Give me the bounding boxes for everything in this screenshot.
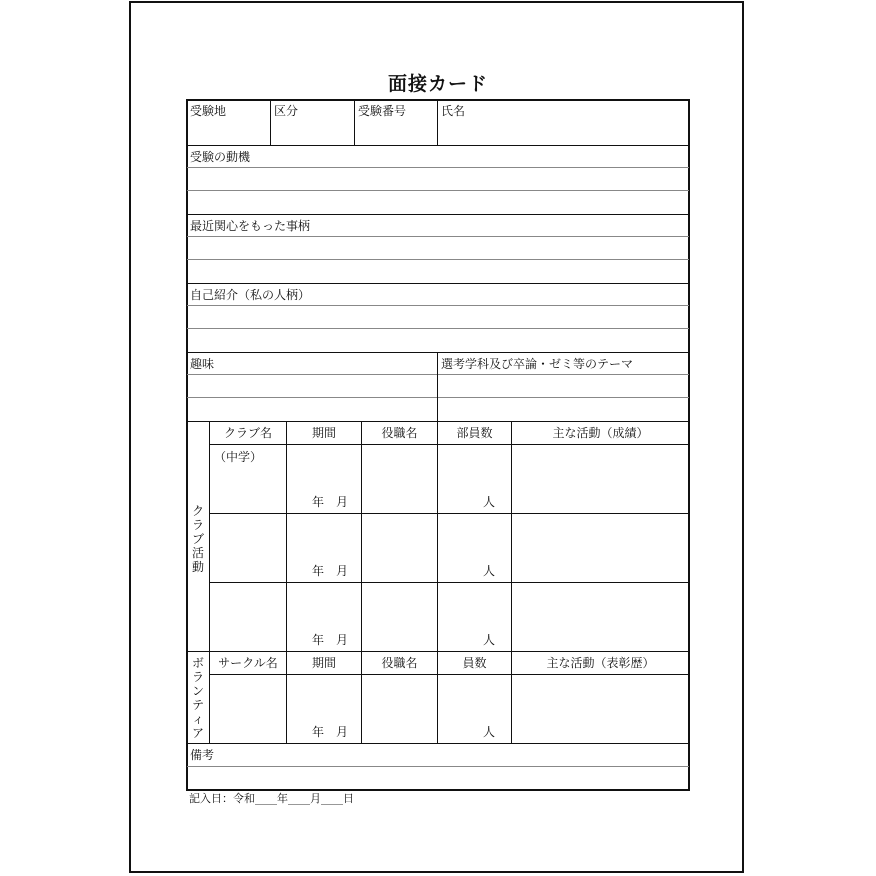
volunteer-col-position: 役職名: [381, 656, 418, 670]
divider: [187, 145, 689, 146]
divider: [209, 421, 210, 743]
divider: [511, 421, 512, 743]
divider: [210, 444, 689, 445]
volunteer-side-label: ボランティア: [191, 656, 204, 740]
divider: [187, 743, 689, 744]
divider: [187, 167, 689, 168]
volunteer-col-activity: 主な活動（表彰歴）: [546, 656, 655, 670]
interests-label: 最近関心をもった事柄: [190, 219, 311, 233]
period-unit: 年 月: [312, 564, 349, 578]
remarks-label: 備考: [190, 748, 215, 762]
divider: [286, 421, 287, 743]
motivation-label: 受験の動機: [190, 150, 251, 164]
member-unit: 人: [483, 564, 496, 578]
period-unit: 年 月: [312, 495, 349, 509]
divider: [187, 397, 689, 398]
junior-high-note: （中学）: [214, 450, 263, 464]
divider: [187, 305, 689, 306]
period-unit: 年 月: [312, 725, 349, 739]
club-col-position: 役職名: [381, 426, 418, 440]
entry-date: 記入日：令和____年____月____日: [189, 792, 354, 805]
exam-number-label: 受験番号: [358, 104, 407, 118]
divider: [187, 651, 689, 652]
divider: [187, 259, 689, 260]
member-unit: 人: [483, 633, 496, 647]
member-unit: 人: [483, 725, 496, 739]
self-intro-label: 自己紹介（私の人柄）: [190, 288, 311, 302]
divider: [187, 374, 689, 375]
divider: [187, 236, 689, 237]
divider: [187, 352, 689, 353]
divider: [354, 100, 355, 145]
club-side-label: クラブ活動: [191, 504, 204, 574]
club-col-members: 部員数: [456, 426, 493, 440]
location-label: 受験地: [190, 104, 227, 118]
divider: [187, 283, 689, 284]
club-col-activity: 主な活動（成績）: [552, 426, 649, 440]
divider: [187, 214, 689, 215]
name-label: 氏名: [441, 104, 466, 118]
divider: [187, 328, 689, 329]
divider: [361, 421, 362, 743]
volunteer-col-period: 期間: [311, 656, 336, 670]
interview-form: [186, 99, 690, 791]
divider: [187, 421, 689, 422]
divider: [210, 513, 689, 514]
club-col-name: クラブ名: [223, 426, 272, 440]
volunteer-col-name: サークル名: [218, 656, 278, 670]
divider: [437, 421, 438, 743]
thesis-label: 選考学科及び卒論・ゼミ等のテーマ: [441, 357, 634, 371]
club-col-period: 期間: [311, 426, 336, 440]
volunteer-col-members: 員数: [462, 656, 487, 670]
divider: [210, 674, 689, 675]
divider: [187, 766, 689, 767]
member-unit: 人: [483, 495, 496, 509]
category-label: 区分: [274, 104, 299, 118]
page-title: 面接カード: [387, 73, 488, 95]
divider: [270, 100, 271, 145]
divider: [210, 582, 689, 583]
period-unit: 年 月: [312, 633, 349, 647]
divider: [437, 352, 438, 421]
divider: [187, 190, 689, 191]
divider: [437, 100, 438, 145]
hobby-label: 趣味: [190, 357, 215, 371]
